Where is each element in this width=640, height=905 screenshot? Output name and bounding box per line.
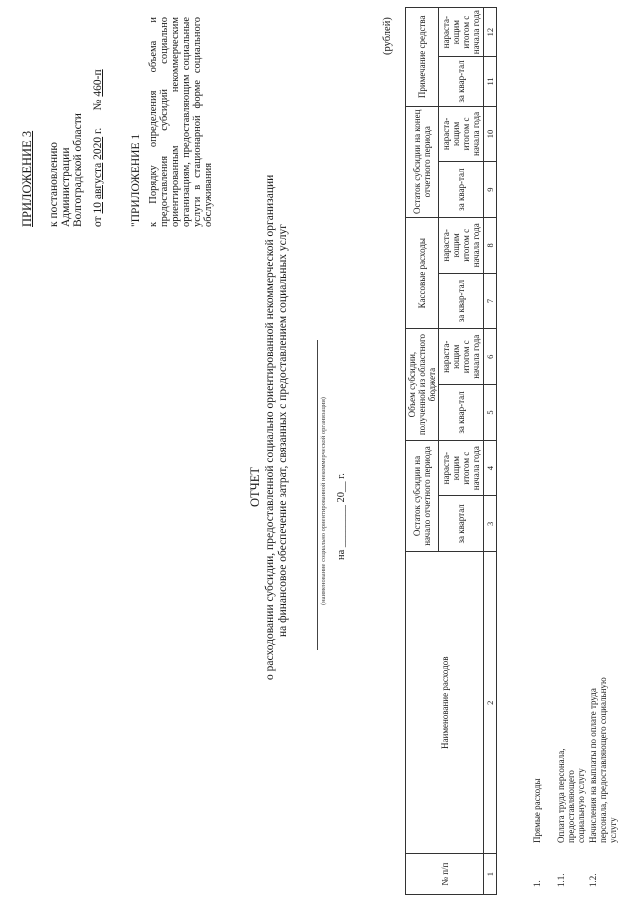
resolution-date: от 10 августа 2020 г. № 460-п [92, 69, 104, 227]
sub-header-cumulative: нараста-ющим итогом с начала года [439, 106, 484, 162]
col-number: 12 [484, 8, 497, 57]
col-number: 5 [484, 385, 497, 441]
sub-header-quarter: за квар-тал [439, 385, 484, 441]
col-header-num: № п/п [406, 854, 484, 895]
col-number: 9 [484, 162, 497, 218]
col-number: 8 [484, 217, 497, 273]
procedure-text: к Порядку определения объема и предоставления субсидий социально ориентированным некоммерческим организациям, предоставляющим социальные услуги в стационарной форме социального обслуживания [148, 17, 214, 227]
col-header-name: Наименование расходов [406, 552, 484, 854]
col-header-cash-expenses: Кассовые расходы [406, 217, 439, 328]
appendix1-title: "ПРИЛОЖЕНИЕ 1 [130, 133, 142, 227]
sub-header-quarter: за квартал [439, 496, 484, 552]
resolution-line: к постановлению [48, 142, 60, 227]
report-table [405, 7, 497, 895]
sub-header-quarter: за квар-тал [439, 273, 484, 329]
report-period: на ________ 20__ г. [336, 473, 347, 560]
row-text: Прямые расходы [532, 778, 542, 843]
report-subtitle-2: на финансовое обеспечение затрат, связанных с предоставлением социальных услуг [277, 224, 289, 637]
region-line: Волгоградской области [72, 113, 84, 227]
org-name-line [317, 340, 318, 650]
col-header-note: Примечание средства [406, 8, 439, 107]
sub-header-quarter: за квар-тал [439, 57, 484, 106]
row-number: 1.1. [556, 873, 566, 887]
sub-header-cumulative: нараста-ющим итогом с начала года [439, 440, 484, 496]
col-number: 3 [484, 496, 497, 552]
report-subtitle-1: о расходовании субсидии, предоставленной социально ориентированной некоммерческой организации [264, 174, 276, 680]
col-header-subsidy-volume: Объем субсидии, полученной из областного бюджета [406, 329, 439, 440]
administration-line: Администрации [60, 147, 72, 227]
row-number: 1.2. [588, 873, 598, 887]
row-text: Начисления на выплаты по оплате труда персонала, предоставляющего социальную услугу [588, 677, 618, 843]
col-number: 10 [484, 106, 497, 162]
org-name-caption: (наименование социально ориентированной некоммерческой организации) [320, 397, 327, 605]
row-number: 1. [532, 880, 542, 887]
row-text: Оплата труда персонала, предоставляющего социальную услугу [556, 748, 586, 843]
sub-header-cumulative: нараста-ющим итогом с начала года [439, 217, 484, 273]
sub-header-quarter: за квар-тал [439, 162, 484, 218]
units-label: (рублей) [382, 17, 393, 55]
sub-header-cumulative: нараста-ющим итогом с начала года [439, 8, 484, 57]
col-number: 2 [484, 552, 497, 854]
col-number: 7 [484, 273, 497, 329]
col-number: 4 [484, 440, 497, 496]
col-header-start-balance: Остаток субсидии на начало отчетного периода [406, 440, 439, 551]
col-header-end-balance: Остаток субсидии на конец отчетного периода [406, 106, 439, 217]
report-title: ОТЧЕТ [248, 466, 262, 507]
col-number: 6 [484, 329, 497, 385]
col-number: 11 [484, 57, 497, 106]
sub-header-cumulative: нараста-ющим итогом с начала года [439, 329, 484, 385]
col-number: 1 [484, 854, 497, 895]
appendix-title: ПРИЛОЖЕНИЕ 3 [20, 130, 34, 227]
